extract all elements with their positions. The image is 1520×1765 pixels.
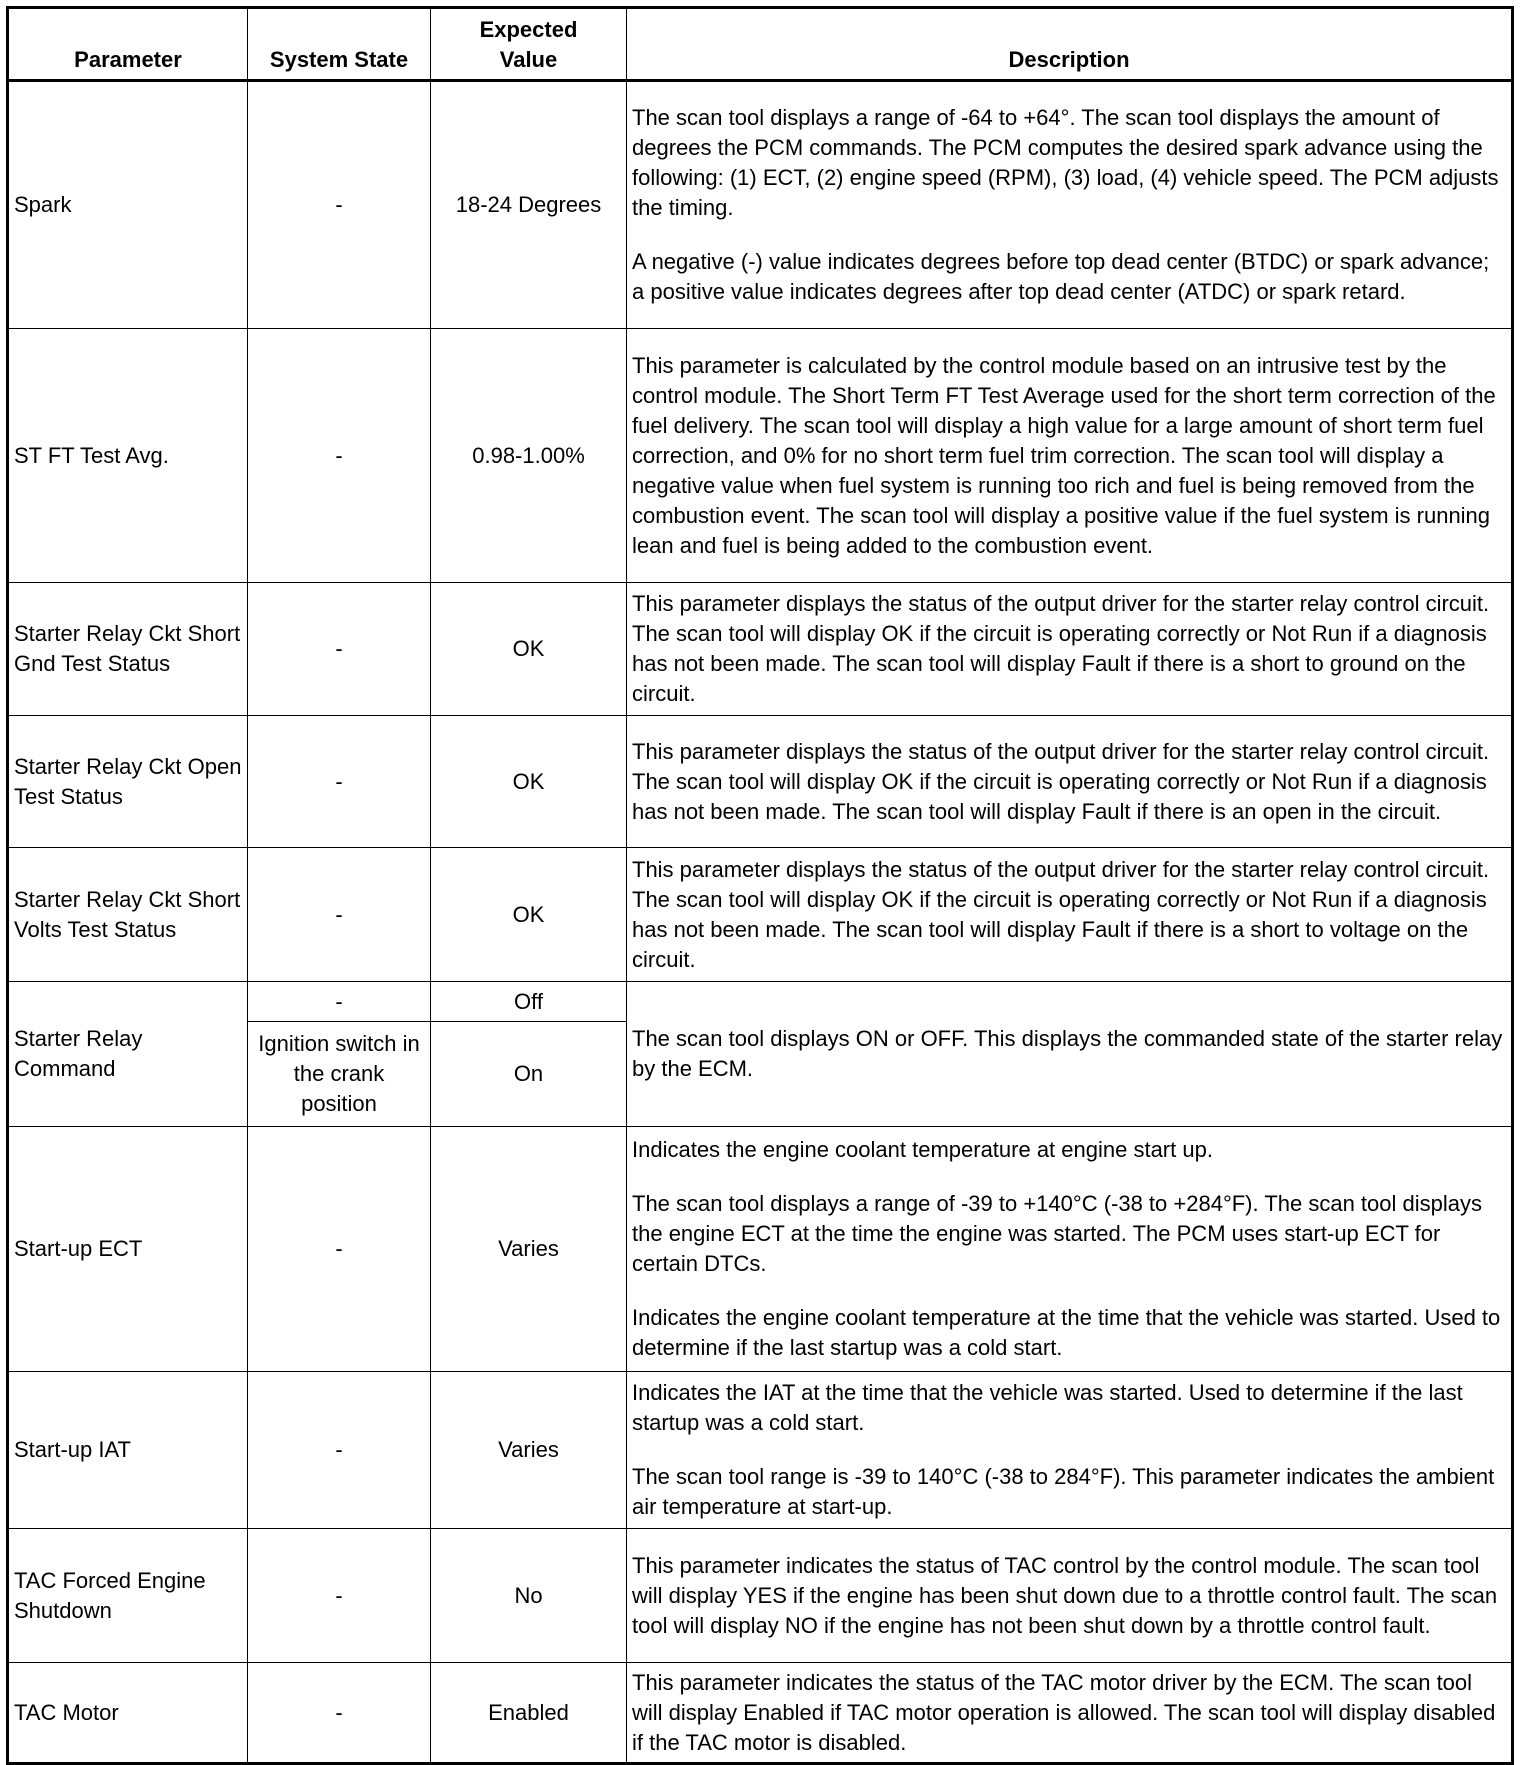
table-row [8, 982, 1513, 1022]
description-paragraph: Indicates the engine coolant temperature at the time that the vehicle was started. Used to determine if the last startup was a cold start. [632, 1305, 1501, 1360]
system-state-cell: - [248, 1372, 431, 1529]
description-paragraph: This parameter is calculated by the control module based on an intrusive test by the control module. The Short Term FT Test Average used for the short term correction of the fuel delivery. The scan tool will display a high value for a large amount of short term fuel correction, and 0% for no short term fuel trim correction. The scan tool will display a negative value when fuel system is running too rich and fuel is being removed from the combustion event. The scan tool will display a positive value if the fuel system is running lean and fuel is being added to the combustion event. [632, 352, 1496, 558]
description-paragraph: The scan tool displays a range of -64 to +64°. The scan tool displays the amount of degrees the PCM commands. The PCM computes the desired spark advance using the following: (1) ECT, (2) engine speed (RPM), (3) load, (4) vehicle speed. The PCM adjusts the timing. [632, 105, 1499, 220]
parameter-cell: Starter Relay Ckt Open Test Status [8, 716, 248, 848]
header-system-state: System State [248, 8, 431, 81]
system-state-cell: - [248, 1127, 431, 1372]
table-row [8, 1529, 1513, 1663]
parameter-cell: Start-up IAT [8, 1372, 248, 1529]
description-paragraph: The scan tool displays a range of -39 to +140°C (-38 to +284°F). The scan tool displays the engine ECT at the time the engine was started. The PCM uses start-up ECT for certain DTCs. [632, 1191, 1482, 1276]
expected-value-cell: Enabled [431, 1663, 627, 1764]
expected-value-cell: Varies [431, 1127, 627, 1372]
description-cell [627, 848, 1513, 982]
parameter-cell: ST FT Test Avg. [8, 329, 248, 583]
header-description: Description [627, 8, 1513, 81]
description-paragraph: This parameter indicates the status of TAC control by the control module. The scan tool will display YES if the engine has been shut down due to a throttle control fault. The scan tool will display NO if the engine has not been shut down by a throttle control fault. [632, 1552, 1498, 1638]
table-row [8, 716, 1513, 848]
parameter-table [6, 6, 1514, 1765]
expected-value-cell: 0.98-1.00% [431, 329, 627, 583]
description-cell [627, 329, 1513, 583]
description-cell [627, 583, 1513, 716]
table-row [8, 81, 1513, 329]
expected-value-cell: Off [431, 982, 627, 1022]
header-row [8, 8, 1513, 81]
table-row [8, 1663, 1513, 1764]
expected-value-cell: OK [431, 583, 627, 716]
system-state-cell: Ignition switch in the crank position [248, 1022, 431, 1127]
description-cell [627, 716, 1513, 848]
description-cell [627, 1529, 1513, 1663]
table-row [8, 848, 1513, 982]
table-row [8, 1372, 1513, 1529]
system-state-cell: - [248, 848, 431, 982]
description-paragraph: This parameter displays the status of the output driver for the starter relay control circuit. The scan tool will display OK if the circuit is operating correctly or Not Run if a diagnosis has not been made. The scan tool will display Fault if there is a short to voltage on the circuit. [632, 856, 1490, 972]
expected-value-cell: Varies [431, 1372, 627, 1529]
description-paragraph: Indicates the IAT at the time that the vehicle was started. Used to determine if the last startup was a cold start. [632, 1380, 1463, 1435]
parameter-cell: Spark [8, 81, 248, 329]
system-state-cell: - [248, 1529, 431, 1663]
description-cell [627, 1127, 1513, 1372]
header-parameter: Parameter [8, 8, 248, 81]
description-cell [627, 81, 1513, 329]
expected-value-cell: 18-24 Degrees [431, 81, 627, 329]
parameter-cell: Start-up ECT [8, 1127, 248, 1372]
expected-value-cell: OK [431, 848, 627, 982]
system-state-cell: - [248, 716, 431, 848]
description-paragraph: Indicates the engine coolant temperature at engine start up. [632, 1137, 1213, 1162]
expected-value-cell: No [431, 1529, 627, 1663]
table-row [8, 583, 1513, 716]
description-paragraph: This parameter displays the status of the output driver for the starter relay control circuit. The scan tool will display OK if the circuit is operating correctly or Not Run if a diagnosis has not been made. The scan tool will display Fault if there is a short to ground on the circuit. [632, 591, 1490, 706]
expected-value-cell: On [431, 1022, 627, 1127]
description-cell [627, 1663, 1513, 1764]
table-row [8, 329, 1513, 583]
parameter-cell: Starter Relay Ckt Short Volts Test Status [8, 848, 248, 982]
description-paragraph: The scan tool range is -39 to 140°C (-38 to 284°F). This parameter indicates the ambient air temperature at start-up. [632, 1464, 1495, 1519]
table-row [8, 1127, 1513, 1372]
system-state-cell: - [248, 982, 431, 1022]
description-cell [627, 982, 1513, 1127]
description-paragraph: This parameter indicates the status of the TAC motor driver by the ECM. The scan tool will display Enabled if TAC motor operation is allowed. The scan tool will display disabled if the TAC motor is disabled. [632, 1669, 1496, 1755]
system-state-cell: - [248, 1663, 431, 1764]
system-state-cell: - [248, 81, 431, 329]
description-paragraph: The scan tool displays ON or OFF. This displays the commanded state of the starter relay by the ECM. [632, 1026, 1503, 1081]
system-state-cell: - [248, 329, 431, 583]
parameter-cell: Starter Relay Ckt Short Gnd Test Status [8, 583, 248, 716]
description-paragraph: A negative (-) value indicates degrees before top dead center (BTDC) or spark advance; a positive value indicates degrees after top dead center (ATDC) or spark retard. [632, 249, 1490, 304]
system-state-cell: - [248, 583, 431, 716]
description-paragraph: This parameter displays the status of the output driver for the starter relay control circuit. The scan tool will display OK if the circuit is operating correctly or Not Run if a diagnosis has not been made. The scan tool will display Fault if there is an open in the circuit. [632, 738, 1490, 824]
header-expected-value: Expected Value [431, 8, 627, 81]
parameter-cell: TAC Forced Engine Shutdown [8, 1529, 248, 1663]
description-cell [627, 1372, 1513, 1529]
parameter-cell: Starter Relay Command [8, 982, 248, 1127]
expected-value-cell: OK [431, 716, 627, 848]
parameter-cell: TAC Motor [8, 1663, 248, 1764]
